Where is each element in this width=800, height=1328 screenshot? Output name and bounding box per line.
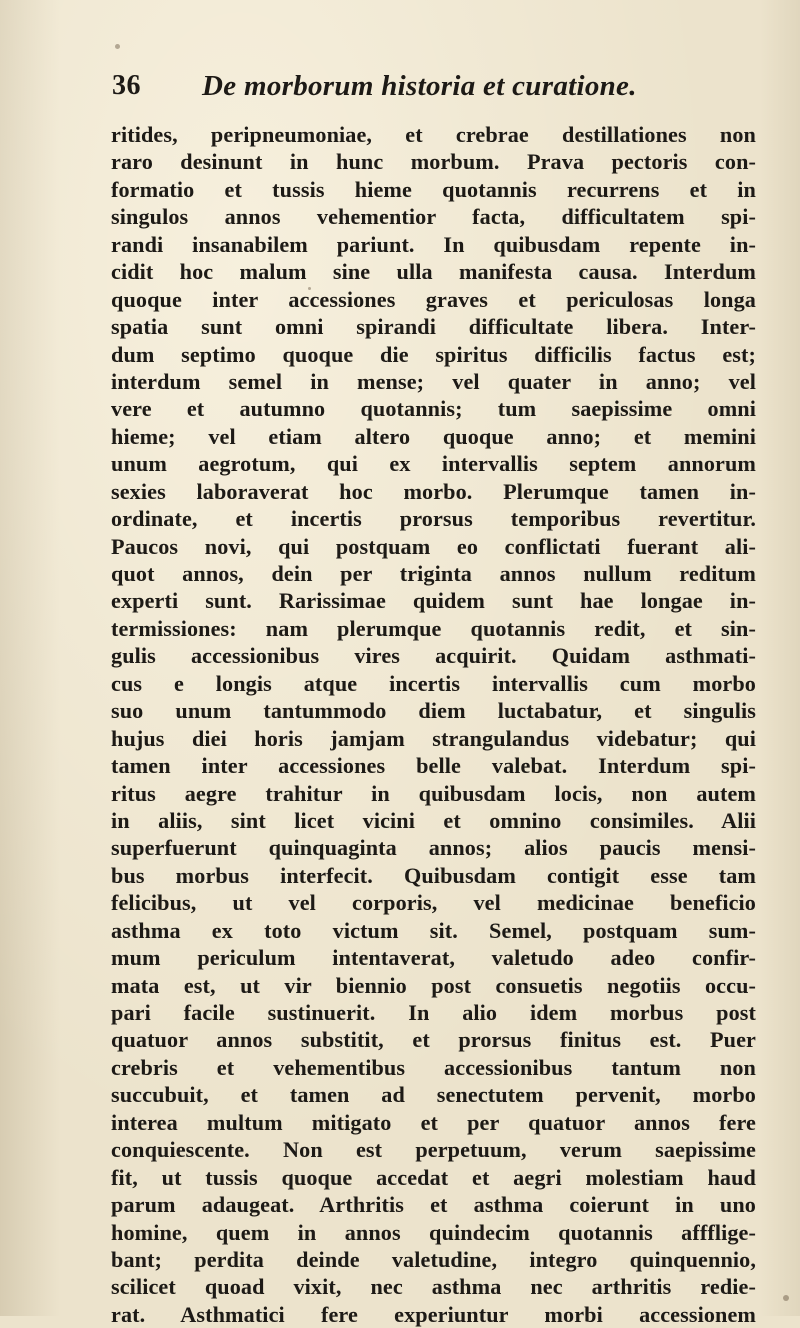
text-line: raro desinunt in hunc morbum. Prava pectoris con- [111, 149, 756, 175]
text-line: mum periculum intentaverat, valetudo adeo confir- [111, 945, 756, 971]
text-line: experti sunt. Rarissimae quidem sunt hae longae in- [111, 588, 756, 614]
text-line: randi insanabilem pariunt. In quibusdam repente in- [111, 231, 756, 257]
text-line: suo unum tantummodo diem luctabatur, et singulis [111, 698, 756, 724]
text-line: termissiones: nam plerumque quotannis redit, et sin- [111, 615, 756, 641]
text-line: ritus aegre trahitur in quibusdam locis, non autem [111, 780, 756, 806]
text-line: dum septimo quoque die spiritus difficilis factus est; [111, 341, 756, 367]
paper-speck [783, 1295, 789, 1301]
paper-speck [115, 44, 120, 49]
text-line: rat. Asthmatici fere experiuntur morbi accessionem [111, 1301, 756, 1327]
text-line: mata est, ut vir biennio post consuetis negotiis occu- [111, 972, 756, 998]
paper-speck [308, 287, 311, 290]
text-line: vere et autumno quotannis; tum saepissime omni [111, 396, 756, 422]
text-line: pari facile sustinuerit. In alio idem morbus post [111, 1000, 756, 1025]
text-line: felicibus, ut vel corporis, vel medicinae beneficio [111, 890, 756, 916]
text-line: interea multum mitigato et per quatuor annos fere [111, 1109, 756, 1135]
text-line: succubuit, et tamen ad senectutem pervenit, morbo [111, 1082, 756, 1108]
text-line: quoque inter accessiones graves et periculosas longa [111, 286, 756, 312]
text-line: ordinate, et incertis prorsus temporibus revertitur. [111, 506, 756, 532]
text-line: bus morbus interfecit. Quibusdam contigit esse tam [111, 862, 756, 888]
text-line: scilicet quoad vixit, nec asthma nec arthritis redie- [111, 1274, 756, 1300]
text-line: spatia sunt omni spirandi difficultate libera. Inter- [111, 314, 756, 340]
running-head [112, 70, 752, 110]
text-line: homine, quem in annos quindecim quotannis affflige- [111, 1219, 756, 1245]
text-line: Paucos novi, qui postquam eo conflictati fuerant ali- [111, 533, 756, 559]
text-line: ritides, peripneumoniae, et crebrae destillationes non [111, 122, 756, 147]
text-line: formatio et tussis hieme quotannis recurrens et in [111, 176, 756, 202]
text-line: quot annos, dein per triginta annos nullum reditum [111, 561, 756, 586]
text-line: interdum semel in mense; vel quater in anno; vel [111, 368, 756, 394]
text-line: in aliis, sint licet vicini et omnino consimiles. Alii [111, 807, 756, 833]
text-line: gulis accessionibus vires acquirit. Quidam asthmati- [111, 643, 756, 669]
text-line: cidit hoc malum sine ulla manifesta causa. Interdum [111, 259, 756, 285]
text-line: singulos annos vehementior facta, difficultatem spi- [111, 204, 756, 230]
text-line: hieme; vel etiam altero quoque anno; et memini [111, 423, 756, 449]
text-line: superfuerunt quinquaginta annos; alios paucis mensi- [111, 835, 756, 861]
text-line: parum adaugeat. Arthritis et asthma coierunt in uno [111, 1192, 756, 1218]
text-line: crebris et vehementibus accessionibus tantum non [111, 1054, 756, 1080]
running-title: De morborum historia et curatione. [202, 70, 637, 102]
text-line: quatuor annos substitit, et prorsus finitus est. Puer [111, 1027, 756, 1053]
text-line: cus e longis atque incertis intervallis cum morbo [111, 670, 756, 696]
text-line: conquiescente. Non est perpetuum, verum saepissime [111, 1137, 756, 1163]
text-line: asthma ex toto victum sit. Semel, postquam sum- [111, 917, 756, 943]
text-line: hujus diei horis jamjam strangulandus videbatur; qui [111, 725, 756, 751]
page-number: 36 [112, 70, 141, 101]
text-line: sexies laboraverat hoc morbo. Plerumque tamen in- [111, 478, 756, 504]
text-line: tamen inter accessiones belle valebat. Interdum spi- [111, 753, 756, 779]
body-text [111, 121, 756, 1327]
text-line: fit, ut tussis quoque accedat et aegri molestiam haud [111, 1164, 756, 1190]
text-line: bant; perdita deinde valetudine, integro quinquennio, [111, 1246, 756, 1272]
text-line: unum aegrotum, qui ex intervallis septem annorum [111, 451, 756, 477]
